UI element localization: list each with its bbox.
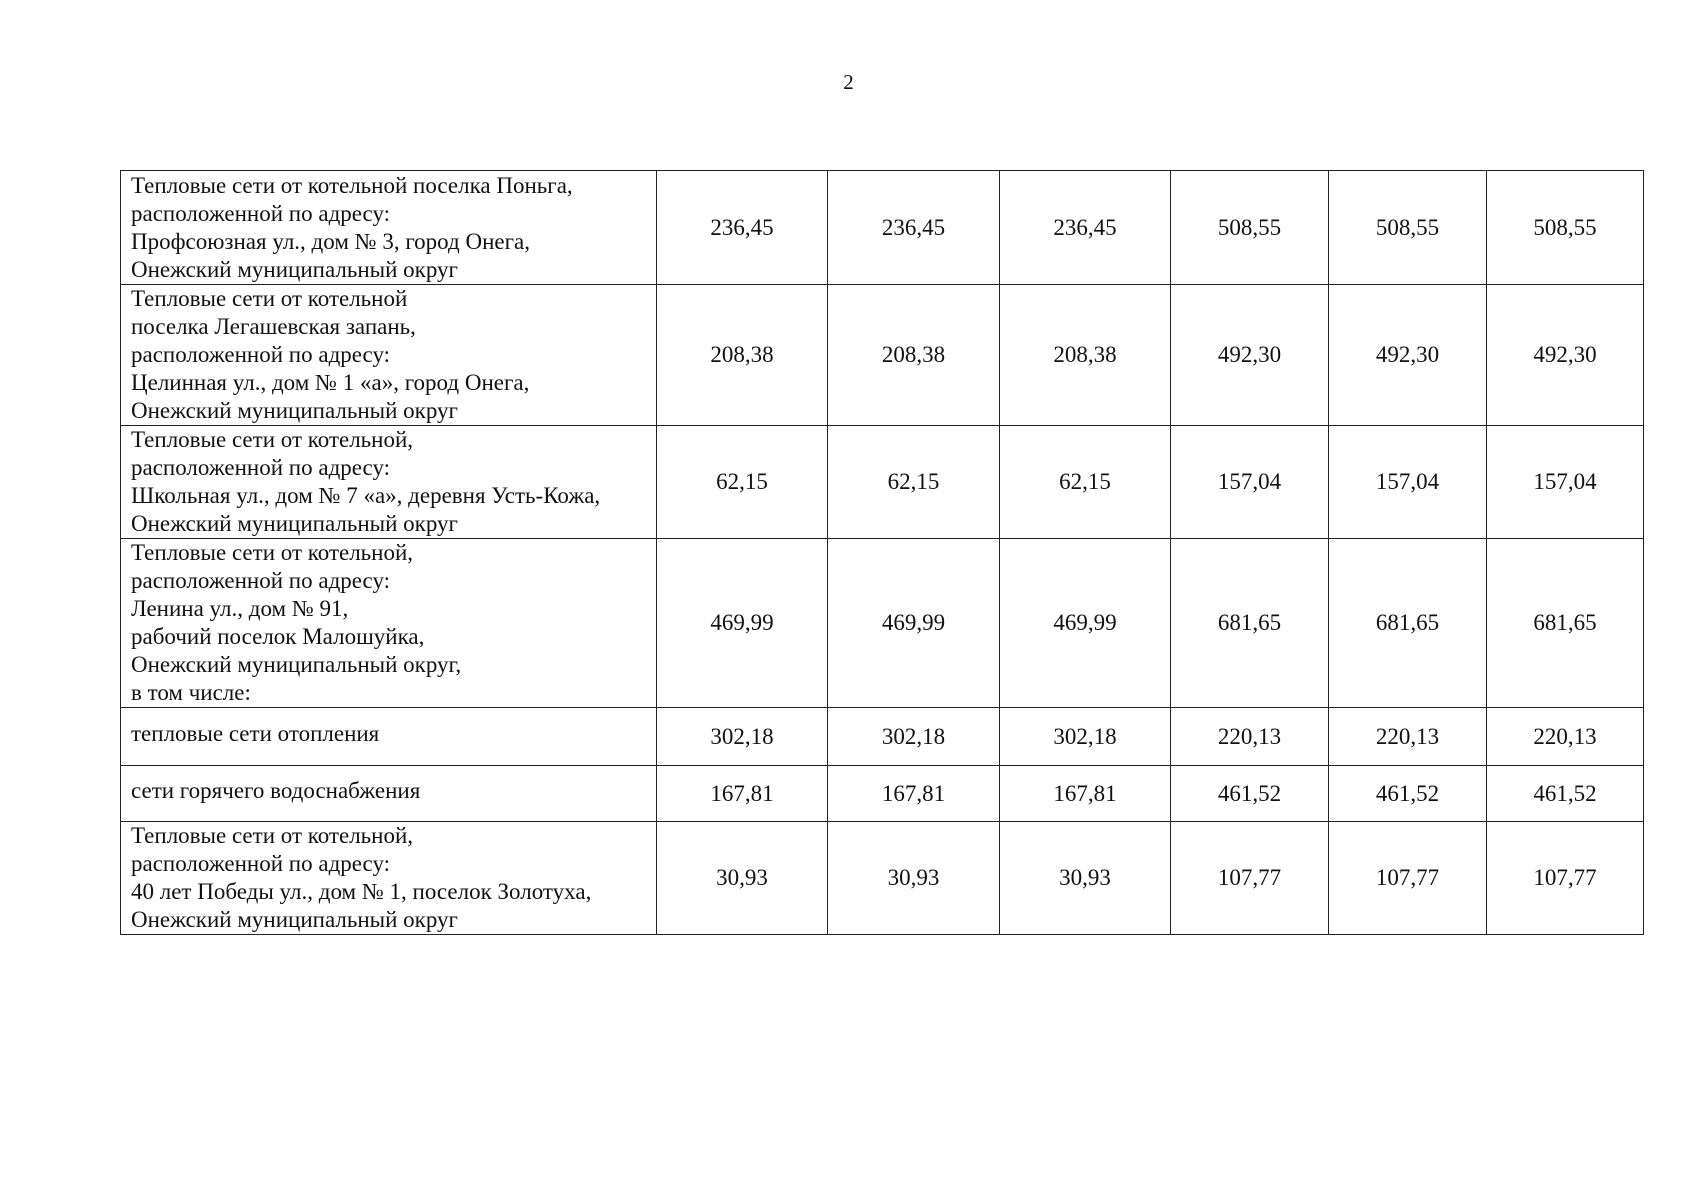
description-line: Тепловые сети от котельной, — [131, 823, 414, 848]
value-cell: 157,04 — [1487, 426, 1644, 539]
table-row — [121, 539, 1644, 708]
value-cell: 236,45 — [1000, 171, 1171, 285]
table-row — [121, 426, 1644, 539]
value-cell: 508,55 — [1487, 171, 1644, 285]
description-line: Ленина ул., дом № 91, — [131, 596, 349, 621]
value-cell: 302,18 — [1000, 708, 1171, 766]
description-line: сети горячего водоснабжения — [131, 777, 421, 803]
description-line: поселка Легашевская запань, — [131, 314, 416, 339]
value-cell: 208,38 — [1000, 285, 1171, 426]
value-cell: 508,55 — [1329, 171, 1487, 285]
row-description — [121, 539, 657, 708]
value-cell: 469,99 — [1000, 539, 1171, 708]
description-line: расположенной по адресу: — [131, 200, 391, 226]
value-cell: 681,65 — [1487, 539, 1644, 708]
value-cell: 30,93 — [828, 822, 1000, 935]
tariff-table — [120, 170, 1644, 935]
value-cell: 461,52 — [1329, 766, 1487, 822]
value-cell: 681,65 — [1171, 539, 1329, 708]
description-line: Онежский муниципальный округ, — [131, 652, 462, 677]
value-cell: 167,81 — [657, 766, 828, 822]
description-line: рабочий поселок Малошуйка, — [131, 624, 425, 649]
value-cell: 107,77 — [1171, 822, 1329, 935]
description-line: 40 лет Победы ул., дом № 1, поселок Золотуха, — [131, 879, 592, 904]
value-cell: 167,81 — [1000, 766, 1171, 822]
value-cell: 469,99 — [657, 539, 828, 708]
value-cell: 492,30 — [1329, 285, 1487, 426]
value-cell: 492,30 — [1487, 285, 1644, 426]
value-cell: 236,45 — [828, 171, 1000, 285]
value-cell: 492,30 — [1171, 285, 1329, 426]
description-line: Тепловые сети от котельной — [131, 286, 408, 311]
description-line: Тепловые сети от котельной, — [131, 540, 414, 565]
value-cell: 62,15 — [1000, 426, 1171, 539]
description-line: расположенной по адресу: — [131, 342, 391, 367]
value-cell: 157,04 — [1329, 426, 1487, 539]
value-cell: 107,77 — [1487, 822, 1644, 935]
description-line: Онежский муниципальный округ — [131, 511, 458, 536]
table-row — [121, 766, 1644, 822]
value-cell: 62,15 — [657, 426, 828, 539]
description-line: расположенной по адресу: — [131, 568, 391, 593]
value-cell: 236,45 — [657, 171, 828, 285]
value-cell: 220,13 — [1487, 708, 1644, 766]
value-cell: 469,99 — [828, 539, 1000, 708]
value-cell: 157,04 — [1171, 426, 1329, 539]
description-line: Онежский муниципальный округ — [131, 398, 458, 423]
value-cell: 220,13 — [1329, 708, 1487, 766]
description-line: Целинная ул., дом № 1 «а», город Онега, — [131, 370, 530, 395]
table-row — [121, 171, 1644, 285]
value-cell: 30,93 — [657, 822, 828, 935]
value-cell: 107,77 — [1329, 822, 1487, 935]
value-cell: 220,13 — [1171, 708, 1329, 766]
value-cell: 302,18 — [657, 708, 828, 766]
row-description — [121, 766, 657, 822]
table-row — [121, 822, 1644, 935]
description-line: Онежский муниципальный округ — [131, 907, 458, 932]
description-line: расположенной по адресу: — [131, 851, 391, 876]
value-cell: 302,18 — [828, 708, 1000, 766]
description-line: Профсоюзная ул., дом № 3, город Онега, — [131, 228, 530, 254]
description-line: Тепловые сети от котельной, — [131, 427, 414, 452]
description-line: тепловые сети отопления — [131, 720, 380, 746]
value-cell: 681,65 — [1329, 539, 1487, 708]
description-line: расположенной по адресу: — [131, 455, 391, 480]
value-cell: 62,15 — [828, 426, 1000, 539]
value-cell: 208,38 — [657, 285, 828, 426]
row-description — [121, 171, 657, 285]
row-description — [121, 822, 657, 935]
value-cell: 461,52 — [1487, 766, 1644, 822]
description-line: Тепловые сети от котельной поселка Поньга, — [131, 172, 573, 198]
value-cell: 167,81 — [828, 766, 1000, 822]
description-line: в том числе: — [131, 680, 251, 705]
description-line: Онежский муниципальный округ — [131, 256, 458, 282]
page-number: 2 — [843, 70, 854, 94]
row-description — [121, 426, 657, 539]
table-row — [121, 285, 1644, 426]
value-cell: 461,52 — [1171, 766, 1329, 822]
row-description — [121, 285, 657, 426]
table-row — [121, 708, 1644, 766]
value-cell: 208,38 — [828, 285, 1000, 426]
description-line: Школьная ул., дом № 7 «а», деревня Усть-Кожа, — [131, 483, 601, 508]
value-cell: 508,55 — [1171, 171, 1329, 285]
value-cell: 30,93 — [1000, 822, 1171, 935]
row-description — [121, 708, 657, 766]
